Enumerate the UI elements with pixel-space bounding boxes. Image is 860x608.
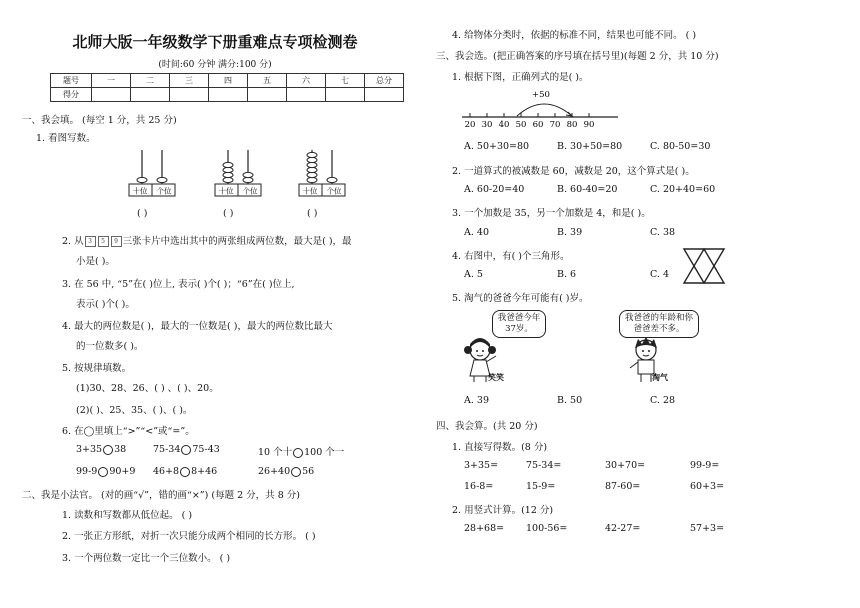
number-line-tick-label: 20 <box>464 120 476 130</box>
section-3-heading: 三、我会选。(把正确答案的序号填在括号里)(每题 2 分，共 10 分) <box>436 51 719 62</box>
calc-question-2: 2. 用竖式计算。(12 分) <box>452 505 554 516</box>
question-6: 6. 在◯里填上“>”“<”或“=”。 <box>62 426 195 437</box>
calc-item[interactable]: 57+3= <box>690 523 725 534</box>
choice-q2-option-b[interactable]: B. 60-40=20 <box>557 184 618 195</box>
abacus-ones-label: 个位 <box>326 186 342 196</box>
choice-q4-option-a[interactable]: A. 5 <box>464 269 483 280</box>
judge-question-4: 4. 给物体分类时，依据的标准不同，结果也可能不同。 ( ) <box>452 30 697 41</box>
abacus-ones-label: 个位 <box>156 186 172 196</box>
score-cell[interactable] <box>92 88 131 102</box>
score-header-cell: 三 <box>170 74 209 88</box>
page-title: 北师大版一年级数学下册重难点专项检测卷 <box>72 33 358 51</box>
compare-right: 100 个一 <box>304 447 345 458</box>
choice-q5-option-c[interactable]: C. 28 <box>650 395 676 406</box>
compare-item <box>258 444 344 458</box>
number-line-jump-label: +50 <box>532 90 550 100</box>
abacus-tens-label: 十位 <box>132 186 148 196</box>
score-header-cell: 四 <box>209 74 248 88</box>
number-line-tick-label: 40 <box>498 120 510 130</box>
score-table <box>50 73 404 102</box>
question-2 <box>62 233 352 247</box>
boy-name-label: 淘气 <box>652 372 668 382</box>
abacus-2 <box>214 148 262 198</box>
question-5-2: (2)( )、25、35、( )、( )。 <box>76 405 193 416</box>
choice-q3-option-c[interactable]: C. 38 <box>650 227 676 238</box>
compare-right: 8+46 <box>191 466 218 477</box>
number-line-tick-label: 90 <box>583 120 595 130</box>
triangles-figure <box>680 246 728 286</box>
abacus-1 <box>128 148 176 198</box>
compare-left: 46+8 <box>153 466 180 477</box>
choice-q1-option-a[interactable]: A. 50+30=80 <box>464 141 530 152</box>
choice-q1-option-c[interactable]: C. 80-50=30 <box>650 141 711 152</box>
abacus-answer-3[interactable]: ( ) <box>307 208 318 219</box>
compare-left: 10 个十 <box>258 447 293 458</box>
score-header-cell: 总分 <box>365 74 404 88</box>
choice-question-4: 4. 右图中，有( )个三角形。 <box>452 251 570 262</box>
question-4-cont: 的一位数多( )。 <box>76 341 144 352</box>
abacus-answer-1[interactable]: ( ) <box>137 208 148 219</box>
number-line-tick-label: 50 <box>515 120 527 130</box>
question-3: 3. 在 56 中, “5”在( )位上, 表示( )个( )；“6”在( )位上, <box>62 279 295 290</box>
compare-right: 75-43 <box>192 444 220 455</box>
calc-item[interactable]: 30+70= <box>605 460 646 471</box>
compare-circle[interactable] <box>98 467 108 477</box>
score-cell[interactable] <box>248 88 287 102</box>
score-value-row <box>51 88 404 102</box>
choice-q4-option-b[interactable]: B. 6 <box>557 269 577 280</box>
number-line-tick-label: 60 <box>532 120 544 130</box>
calc-item[interactable]: 100-56= <box>526 523 568 534</box>
question-2-text: 2. 从 <box>62 236 84 247</box>
calc-item[interactable]: 42-27= <box>605 523 641 534</box>
choice-q5-option-b[interactable]: B. 50 <box>557 395 583 406</box>
section-4-heading: 四、我会算。(共 20 分) <box>436 421 538 432</box>
compare-right: 56 <box>302 466 315 477</box>
abacus-ones-label: 个位 <box>242 186 258 196</box>
choice-question-1: 1. 根据下图，正确列式的是( )。 <box>452 72 589 83</box>
compare-left: 26+40 <box>258 466 291 477</box>
compare-left: 3+35 <box>76 444 103 455</box>
question-2-cont: 小是( )。 <box>76 256 115 267</box>
abacus-3 <box>298 148 346 198</box>
section-2-heading: 二、我是小法官。 (对的画“√”，错的画“×”) (每题 2 分，共 8 分) <box>22 490 300 501</box>
score-header-cell: 五 <box>248 74 287 88</box>
section-1-heading: 一、我会填。 (每空 1 分，共 25 分) <box>22 115 177 126</box>
score-row-label: 得分 <box>51 88 92 102</box>
calc-item[interactable]: 75-34= <box>526 460 562 471</box>
score-cell[interactable] <box>131 88 170 102</box>
compare-circle[interactable] <box>103 445 113 455</box>
speech-bubble-left: 我爸爸今年37岁。 <box>492 310 546 338</box>
number-card: 9 <box>111 236 122 247</box>
judge-question-3: 3. 一个两位数一定比一个三位数小。 ( ) <box>62 553 231 564</box>
compare-circle[interactable] <box>180 467 190 477</box>
score-header-cell: 一 <box>92 74 131 88</box>
compare-circle[interactable] <box>181 445 191 455</box>
choice-q1-option-b[interactable]: B. 30+50=80 <box>557 141 623 152</box>
compare-item <box>76 444 126 455</box>
score-header-cell: 题号 <box>51 74 92 88</box>
calc-item[interactable]: 16-8= <box>464 481 494 492</box>
compare-left: 75-34 <box>153 444 181 455</box>
compare-item <box>153 466 217 477</box>
exam-info: (时间:60 分钟 满分:100 分) <box>158 60 272 70</box>
girl-name-label: 笑笑 <box>488 372 504 382</box>
choice-q5-option-a[interactable]: A. 39 <box>464 395 489 406</box>
compare-circle[interactable] <box>293 448 303 458</box>
calc-item[interactable]: 28+68= <box>464 523 505 534</box>
choice-q4-option-c[interactable]: C. 4 <box>650 269 670 280</box>
compare-circle[interactable] <box>291 467 301 477</box>
abacus-tens-label: 十位 <box>302 186 318 196</box>
choice-question-3: 3. 一个加数是 35，另一个加数是 4，和是( )。 <box>452 208 651 219</box>
score-cell[interactable] <box>326 88 365 102</box>
question-5-1: (1)30、28、26、( ) 、( )、20。 <box>76 383 219 394</box>
abacus-tens-label: 十位 <box>218 186 234 196</box>
compare-item <box>258 466 314 477</box>
calc-item[interactable]: 87-60= <box>605 481 641 492</box>
number-line-tick-label: 30 <box>481 120 493 130</box>
score-header-cell: 六 <box>287 74 326 88</box>
number-line <box>460 86 620 130</box>
choice-q2-option-a[interactable]: A. 60-20=40 <box>464 184 525 195</box>
question-3-cont: 表示( )个( )。 <box>76 299 135 310</box>
question-4: 4. 最大的两位数是( )，最大的一位数是( )，最大的两位数比最大 <box>62 321 333 332</box>
score-header-cell: 七 <box>326 74 365 88</box>
speech-bubble-right: 我爸爸的年龄和你爸爸差不多。 <box>619 310 699 338</box>
score-header-cell: 二 <box>131 74 170 88</box>
number-card: 3 <box>85 236 96 247</box>
calc-item[interactable]: 3+35= <box>464 460 499 471</box>
score-cell[interactable] <box>365 88 404 102</box>
judge-question-2: 2. 一张正方形纸，对折一次只能分成两个相同的长方形。 ( ) <box>62 531 316 542</box>
choice-question-2: 2. 一道算式的被减数是 60，减数是 20，这个算式是( )。 <box>452 166 695 177</box>
abacus-answer-2[interactable]: ( ) <box>223 208 234 219</box>
choice-q3-option-b[interactable]: B. 39 <box>557 227 583 238</box>
choice-q2-option-c[interactable]: C. 20+40=60 <box>650 184 716 195</box>
question-2-text: 三张卡片中选出其中的两张组成两位数，最大是( )，最 <box>122 236 352 247</box>
compare-right: 90+9 <box>109 466 136 477</box>
calc-question-1: 1. 直接写得数。(8 分) <box>452 442 548 453</box>
judge-question-1: 1. 读数和写数都从低位起。 ( ) <box>62 510 193 521</box>
calc-item[interactable]: 60+3= <box>690 481 725 492</box>
choice-q3-option-a[interactable]: A. 40 <box>464 227 489 238</box>
calc-item[interactable]: 15-9= <box>526 481 556 492</box>
number-line-tick-label: 80 <box>566 120 578 130</box>
choice-question-5: 5. 淘气的爸爸今年可能有( )岁。 <box>452 293 589 304</box>
number-card: 5 <box>98 236 109 247</box>
compare-left: 99-9 <box>76 466 98 477</box>
score-cell[interactable] <box>287 88 326 102</box>
score-cell[interactable] <box>209 88 248 102</box>
compare-item <box>76 466 135 477</box>
number-line-tick-label: 70 <box>549 120 561 130</box>
compare-right: 38 <box>114 444 127 455</box>
question-1: 1. 看图写数。 <box>36 133 96 144</box>
score-cell[interactable] <box>170 88 209 102</box>
calc-item[interactable]: 99-9= <box>690 460 720 471</box>
compare-item <box>153 444 220 455</box>
question-5: 5. 按规律填数。 <box>62 363 132 374</box>
score-header-row <box>51 74 404 88</box>
